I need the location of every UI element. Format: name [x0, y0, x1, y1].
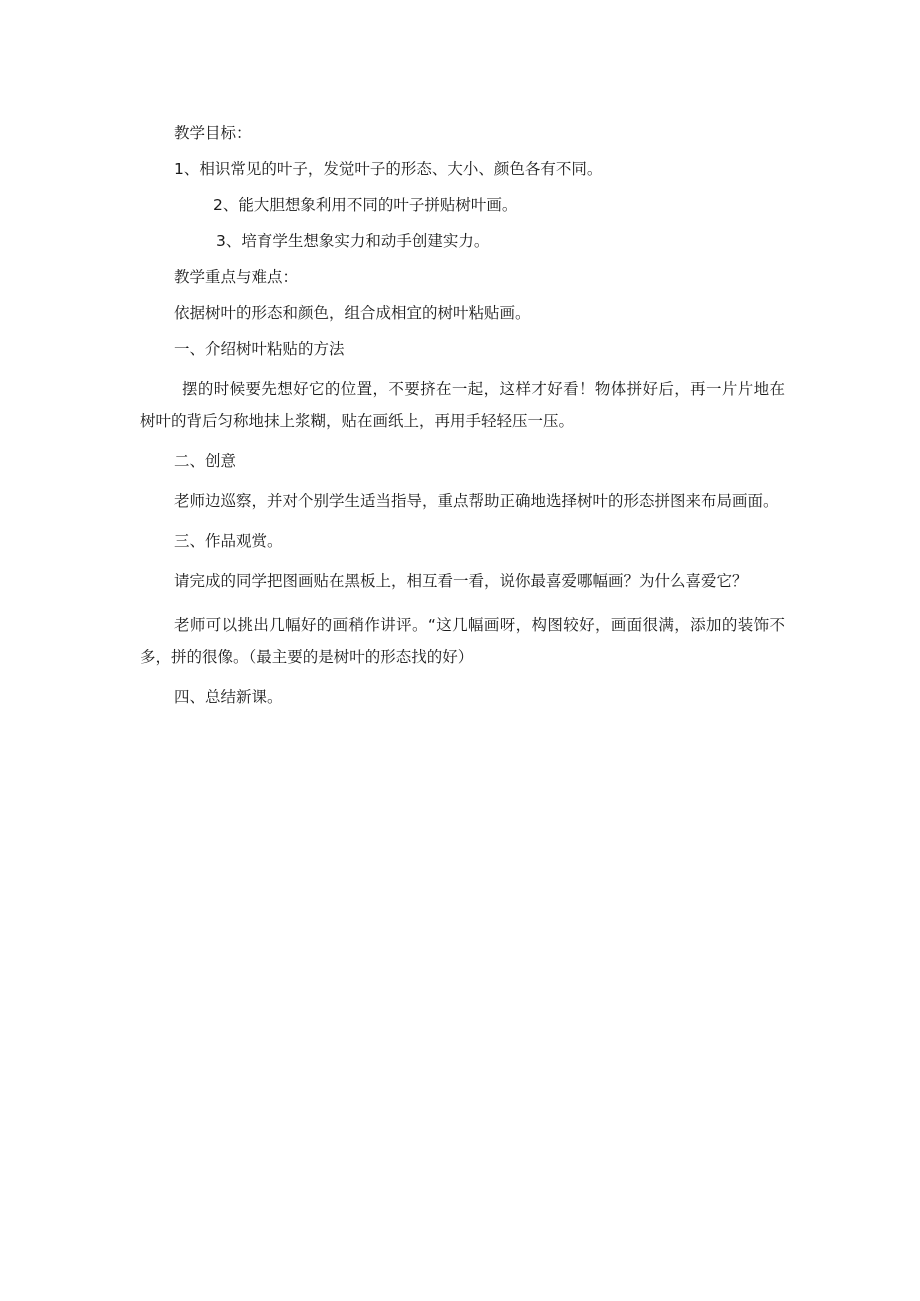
section-3-paragraph-2: 老师可以挑出几幅好的画稍作讲评。“这几幅画呀，构图较好，画面很满，添加的装饰不多，拼的很像。（最主要的是树叶的形态找的好） [140, 616, 785, 666]
goal-item-3: 3、培育学生想象实力和动手创建实力。 [216, 232, 490, 250]
key-points-text: 依据树叶的形态和颜色，组合成相宜的树叶粘贴画。 [174, 304, 531, 322]
section-3-heading: 三、作品观赏。 [174, 532, 283, 550]
document-body [140, 121, 785, 709]
section-2-heading: 二、创意 [174, 452, 237, 470]
goals-heading: 教学目标： [174, 124, 252, 142]
goal-item-1: 1、相识常见的叶子，发觉叶子的形态、大小、颜色各有不同。 [174, 160, 603, 178]
section-3-paragraph-1: 请完成的同学把图画贴在黑板上，相互看一看，说你最喜爱哪幅画？为什么喜爱它？ [174, 572, 748, 590]
section-1-paragraph: 摆的时候要先想好它的位置，不要挤在一起，这样才好看！物体拼好后，再一片片地在树叶的背后匀称地抹上浆糊，贴在画纸上，再用手轻轻压一压。 [140, 380, 785, 430]
goal-item-2: 2、能大胆想象利用不同的叶子拼贴树叶画。 [213, 196, 518, 214]
key-points-heading: 教学重点与难点： [174, 268, 299, 286]
section-1-heading: 一、介绍树叶粘贴的方法 [174, 340, 345, 358]
section-4-heading: 四、总结新课。 [174, 688, 283, 706]
section-2-paragraph: 老师边巡察，并对个别学生适当指导，重点帮助正确地选择树叶的形态拼图来布局画面。 [174, 492, 779, 510]
